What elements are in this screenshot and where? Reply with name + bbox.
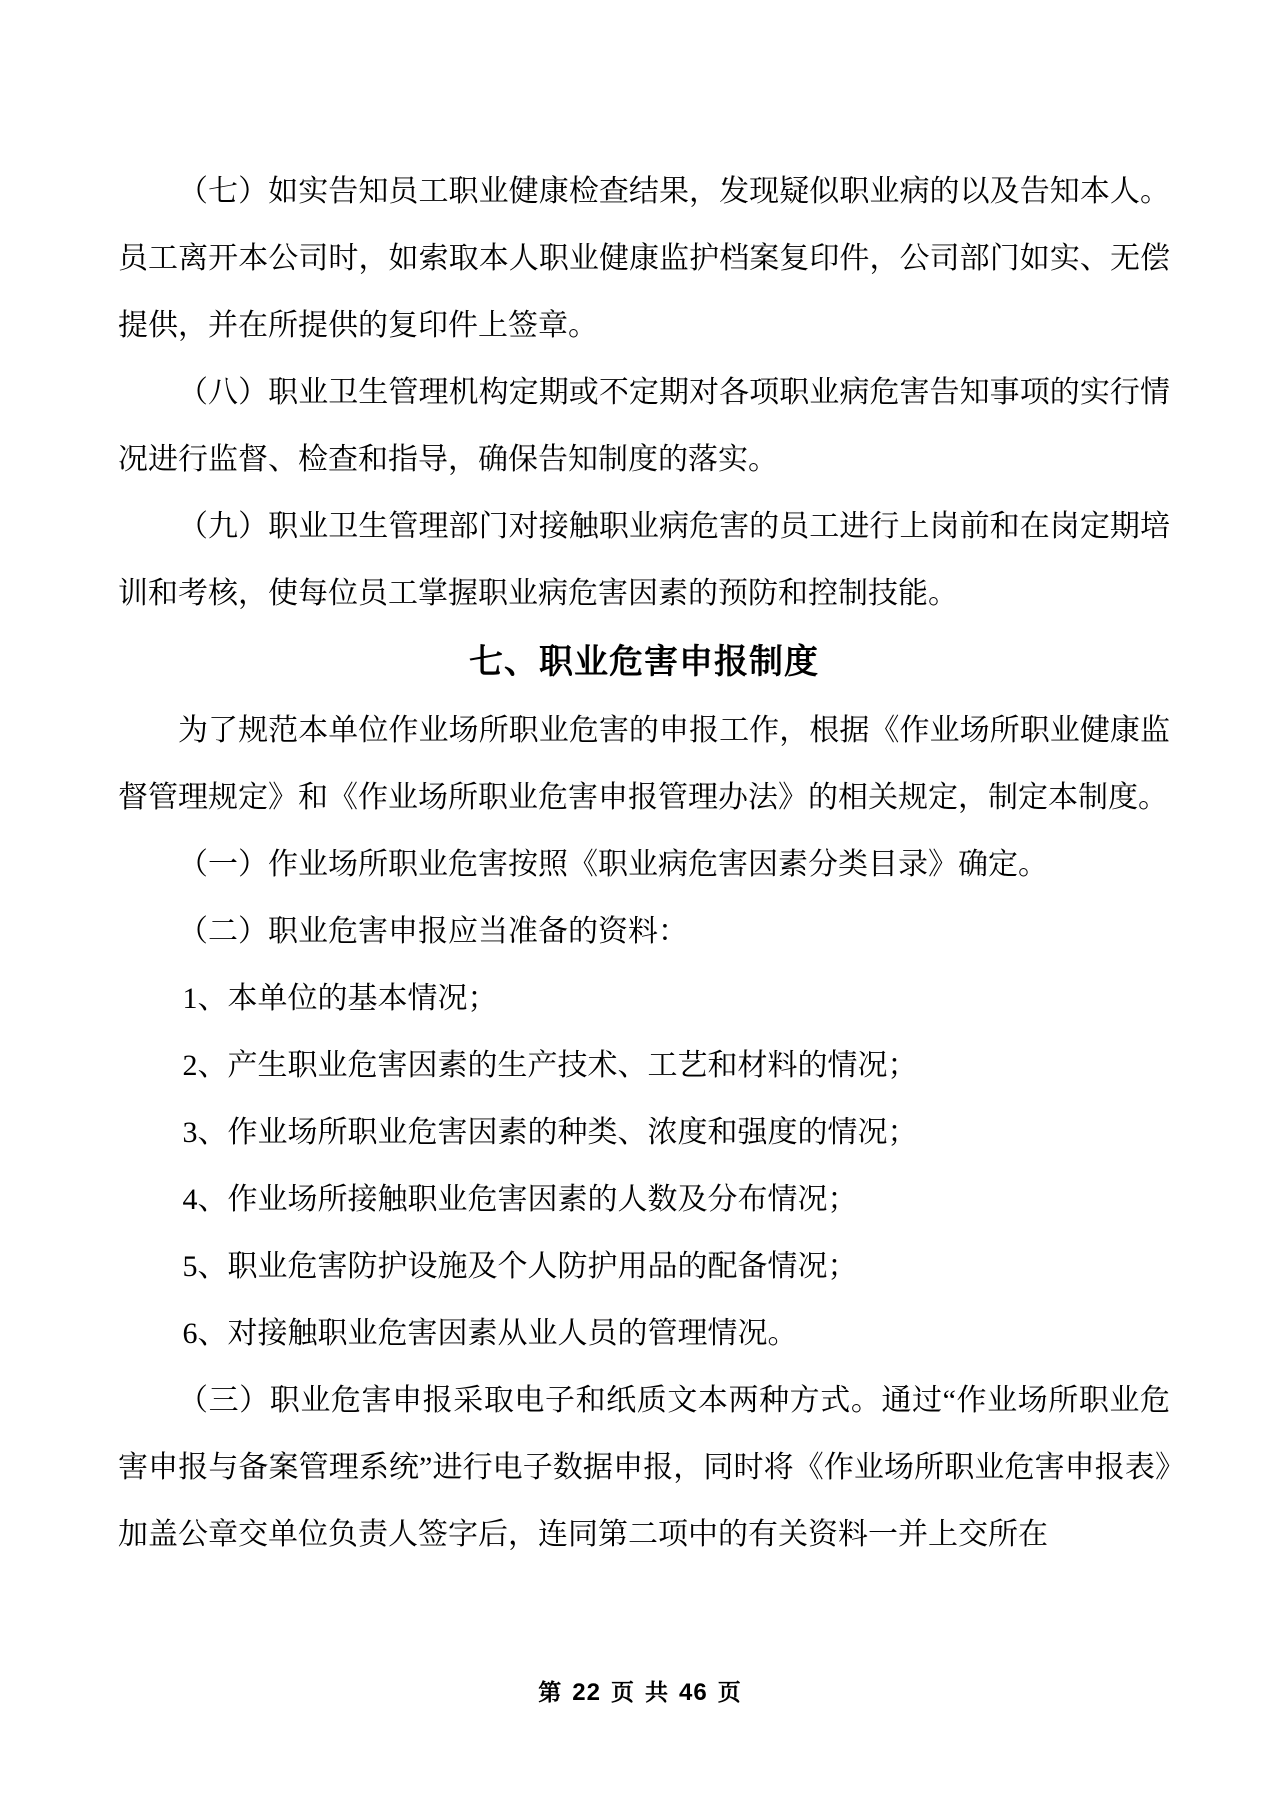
section-heading: 七、职业危害申报制度	[469, 643, 819, 681]
intro-paragraph: 为了规范本单位作业场所职业危害的申报工作，根据《作业场所职业健康监督管理规定》和《作业场所职业危害申报管理办法》的相关规定，制定本制度。	[118, 714, 1170, 814]
paragraph-item-eight: （八）职业卫生管理机构定期或不定期对各项职业病危害告知事项的实行情况进行监督、检查和指导，确保告知制度的落实。	[118, 376, 1170, 476]
numbered-item-5: 5、职业危害防护设施及个人防护用品的配备情况；	[182, 1250, 858, 1283]
paragraph-item-seven: （七）如实告知员工职业健康检查结果，发现疑似职业病的以及告知本人。员工离开本公司时，如索取本人职业健康监护档案复印件，公司部门如实、无偿提供，并在所提供的复印件上签章。	[118, 175, 1170, 342]
paragraph-item-one: （一）作业场所职业危害按照《职业病危害因素分类目录》确定。	[178, 848, 1048, 881]
footer-label-ye: 页	[611, 1680, 635, 1705]
footer-page-number: 22	[572, 1679, 601, 1706]
footer-label-ye-2: 页	[717, 1680, 742, 1705]
numbered-item-4: 4、作业场所接触职业危害因素的人数及分布情况；	[182, 1183, 858, 1216]
numbered-item-2: 2、产生职业危害因素的生产技术、工艺和材料的情况；	[182, 1049, 918, 1082]
numbered-item-1: 1、本单位的基本情况；	[182, 982, 498, 1015]
page-footer	[0, 1679, 1280, 1706]
document-body	[118, 158, 1170, 1568]
numbered-item-3: 3、作业场所职业危害因素的种类、浓度和强度的情况；	[182, 1116, 918, 1149]
paragraph-item-three: （三）职业危害申报采取电子和纸质文本两种方式。通过“作业场所职业危害申报与备案管理系统”进行电子数据申报，同时将《作业场所职业危害申报表》加盖公章交单位负责人签字后，连同第二项中的有关资料一并上交所在	[118, 1384, 1170, 1551]
numbered-item-6: 6、对接触职业危害因素从业人员的管理情况。	[182, 1317, 798, 1350]
footer-total-pages: 46	[679, 1679, 708, 1706]
footer-label-gong: 共	[645, 1680, 669, 1705]
paragraph-item-two: （二）职业危害申报应当准备的资料：	[178, 915, 688, 948]
footer-label-di: 第	[538, 1680, 563, 1705]
paragraph-item-nine: （九）职业卫生管理部门对接触职业病危害的员工进行上岗前和在岗定期培训和考核，使每位员工掌握职业病危害因素的预防和控制技能。	[118, 510, 1170, 610]
